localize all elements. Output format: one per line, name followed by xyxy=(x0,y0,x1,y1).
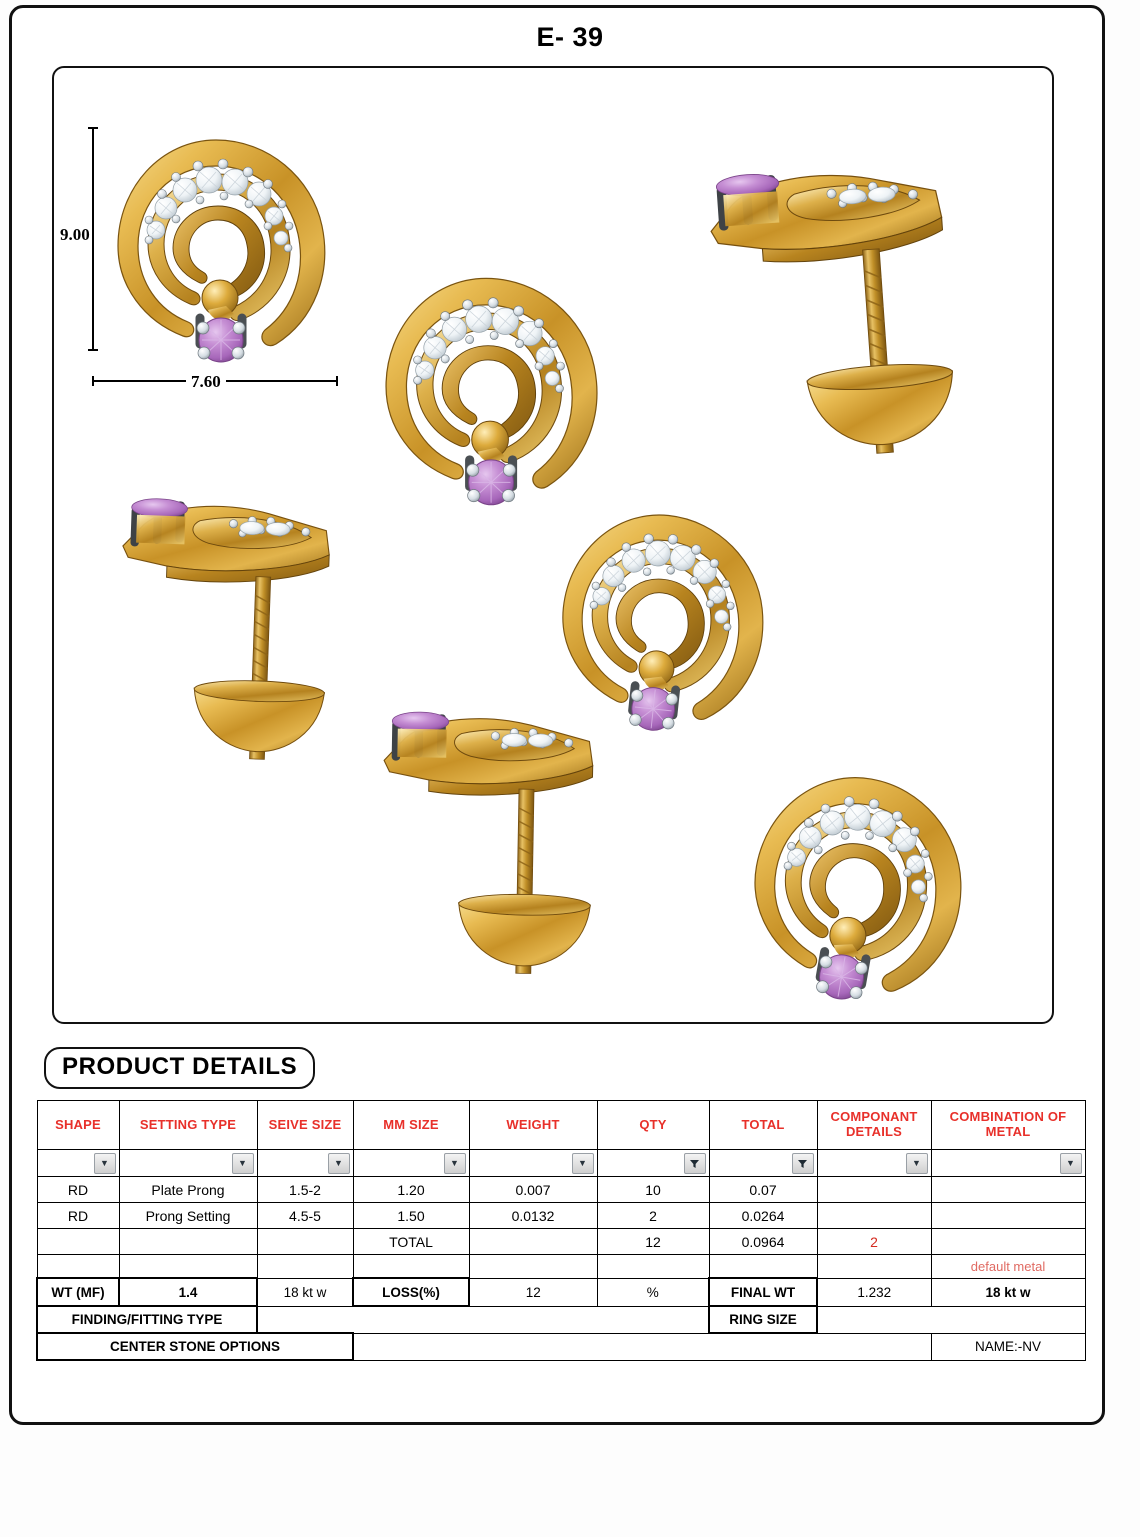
cell-seive-size: 4.5-5 xyxy=(257,1203,353,1229)
filter-cell-componant-details[interactable] xyxy=(817,1150,931,1177)
view-front-center xyxy=(386,278,597,504)
cell-mm-size: 1.50 xyxy=(353,1203,469,1229)
design-name-label: NAME:-NV xyxy=(931,1333,1085,1360)
final-metal: 18 kt w xyxy=(931,1278,1085,1306)
view-side-top-right xyxy=(707,161,957,463)
finding-fitting-label: FINDING/FITTING TYPE xyxy=(37,1306,257,1333)
table-row xyxy=(37,1177,1085,1203)
center-stone-options-value[interactable] xyxy=(353,1333,931,1360)
dimension-width-label: 7.60 xyxy=(186,372,226,392)
total-label: TOTAL xyxy=(353,1229,469,1255)
dm-blank-1 xyxy=(37,1255,119,1279)
center-stone-options-label: CENTER STONE OPTIONS xyxy=(37,1333,353,1360)
render-image-frame xyxy=(52,66,1054,1024)
final-wt-value: 1.232 xyxy=(817,1278,931,1306)
header-total: TOTAL xyxy=(709,1101,817,1150)
total-blank-shape xyxy=(37,1229,119,1255)
table-default-metal-row xyxy=(37,1255,1085,1279)
total-combination-of-metal xyxy=(931,1229,1085,1255)
chevron-down-icon[interactable]: ▼ xyxy=(94,1153,116,1174)
cell-seive-size: 1.5-2 xyxy=(257,1177,353,1203)
dm-blank-7 xyxy=(709,1255,817,1279)
total-blank-setting xyxy=(119,1229,257,1255)
dm-blank-8 xyxy=(817,1255,931,1279)
filter-cell-combination-of-metal[interactable] xyxy=(931,1150,1085,1177)
dm-blank-3 xyxy=(257,1255,353,1279)
header-seive-size: SEIVE SIZE xyxy=(257,1101,353,1150)
view-side-bottom-center xyxy=(380,712,593,975)
finding-fitting-value[interactable] xyxy=(257,1306,709,1333)
chevron-down-icon[interactable]: ▼ xyxy=(232,1153,254,1174)
loss-unit: % xyxy=(597,1278,709,1306)
wt-metal: 18 kt w xyxy=(257,1278,353,1306)
cell-shape: RD xyxy=(37,1177,119,1203)
loss-label: LOSS(%) xyxy=(353,1278,469,1306)
table-center-stone-row xyxy=(37,1333,1085,1360)
product-details-label: PRODUCT DETAILS xyxy=(44,1047,315,1089)
cell-total: 0.07 xyxy=(709,1177,817,1203)
header-componant-line2: DETAILS xyxy=(845,1124,903,1139)
filter-cell-weight[interactable] xyxy=(469,1150,597,1177)
product-details-table-wrap xyxy=(36,1100,1084,1361)
total-total: 0.0964 xyxy=(709,1229,817,1255)
chevron-down-icon[interactable]: ▼ xyxy=(906,1153,928,1174)
cell-combination-of-metal xyxy=(931,1177,1085,1203)
dm-blank-5 xyxy=(469,1255,597,1279)
filter-cell-shape[interactable] xyxy=(37,1150,119,1177)
table-finding-row xyxy=(37,1306,1085,1333)
chevron-down-icon[interactable]: ▼ xyxy=(572,1153,594,1174)
header-componant-line1: COMPONANT xyxy=(830,1109,918,1125)
wt-mf-label: WT (MF) xyxy=(37,1278,119,1306)
chevron-down-icon[interactable]: ▼ xyxy=(328,1153,350,1174)
cell-mm-size: 1.20 xyxy=(353,1177,469,1203)
cell-componant-details xyxy=(817,1203,931,1229)
header-shape: SHAPE xyxy=(37,1101,119,1150)
default-metal-value: default metal xyxy=(931,1255,1085,1279)
filter-cell-mm-size[interactable] xyxy=(353,1150,469,1177)
total-blank-weight xyxy=(469,1229,597,1255)
filter-cell-total[interactable] xyxy=(709,1150,817,1177)
total-componant-details: 2 xyxy=(817,1229,931,1255)
cell-weight: 0.0132 xyxy=(469,1203,597,1229)
chevron-down-icon[interactable]: ▼ xyxy=(1060,1153,1082,1174)
dm-blank-4 xyxy=(353,1255,469,1279)
header-combination-line1: COMBINATION OF xyxy=(949,1109,1067,1125)
dm-blank-6 xyxy=(597,1255,709,1279)
ring-size-label: RING SIZE xyxy=(709,1306,817,1333)
loss-value: 12 xyxy=(469,1278,597,1306)
chevron-down-icon[interactable]: ▼ xyxy=(444,1153,466,1174)
cell-componant-details xyxy=(817,1177,931,1203)
cell-setting-type: Prong Setting xyxy=(119,1203,257,1229)
view-front-mid-right xyxy=(552,506,774,741)
table-row xyxy=(37,1203,1085,1229)
view-side-mid-left xyxy=(116,498,331,762)
total-blank-seive xyxy=(257,1229,353,1255)
view-front-bottom-right xyxy=(736,762,978,1017)
filter-funnel-icon[interactable] xyxy=(684,1153,706,1174)
cell-qty: 2 xyxy=(597,1203,709,1229)
product-details-table xyxy=(36,1100,1086,1361)
final-wt-label: FINAL WT xyxy=(709,1278,817,1306)
dm-blank-2 xyxy=(119,1255,257,1279)
filter-cell-qty[interactable] xyxy=(597,1150,709,1177)
wt-mf-value: 1.4 xyxy=(119,1278,257,1306)
cell-total: 0.0264 xyxy=(709,1203,817,1229)
header-combination-of-metal xyxy=(931,1101,1085,1150)
table-filter-row xyxy=(37,1150,1085,1177)
cell-combination-of-metal xyxy=(931,1203,1085,1229)
view-front-top-left xyxy=(118,140,325,362)
table-header-row xyxy=(37,1101,1085,1150)
total-qty: 12 xyxy=(597,1229,709,1255)
page-title: E- 39 xyxy=(536,22,604,52)
ring-size-value[interactable] xyxy=(817,1306,1085,1333)
filter-cell-setting-type[interactable] xyxy=(119,1150,257,1177)
header-mm-size: MM SIZE xyxy=(353,1101,469,1150)
filter-funnel-icon[interactable] xyxy=(792,1153,814,1174)
header-weight: WEIGHT xyxy=(469,1101,597,1150)
header-setting-type: SETTING TYPE xyxy=(119,1101,257,1150)
cell-qty: 10 xyxy=(597,1177,709,1203)
header-qty: QTY xyxy=(597,1101,709,1150)
cell-weight: 0.007 xyxy=(469,1177,597,1203)
table-total-row xyxy=(37,1229,1085,1255)
filter-cell-seive-size[interactable] xyxy=(257,1150,353,1177)
header-combination-line2: METAL xyxy=(985,1124,1031,1139)
jewelry-renders xyxy=(54,68,1054,1024)
dimension-height-line xyxy=(92,127,94,351)
cell-shape: RD xyxy=(37,1203,119,1229)
table-weight-row xyxy=(37,1278,1085,1306)
cell-setting-type: Plate Prong xyxy=(119,1177,257,1203)
dimension-height-label: 9.00 xyxy=(60,225,90,244)
header-componant-details xyxy=(817,1101,931,1150)
